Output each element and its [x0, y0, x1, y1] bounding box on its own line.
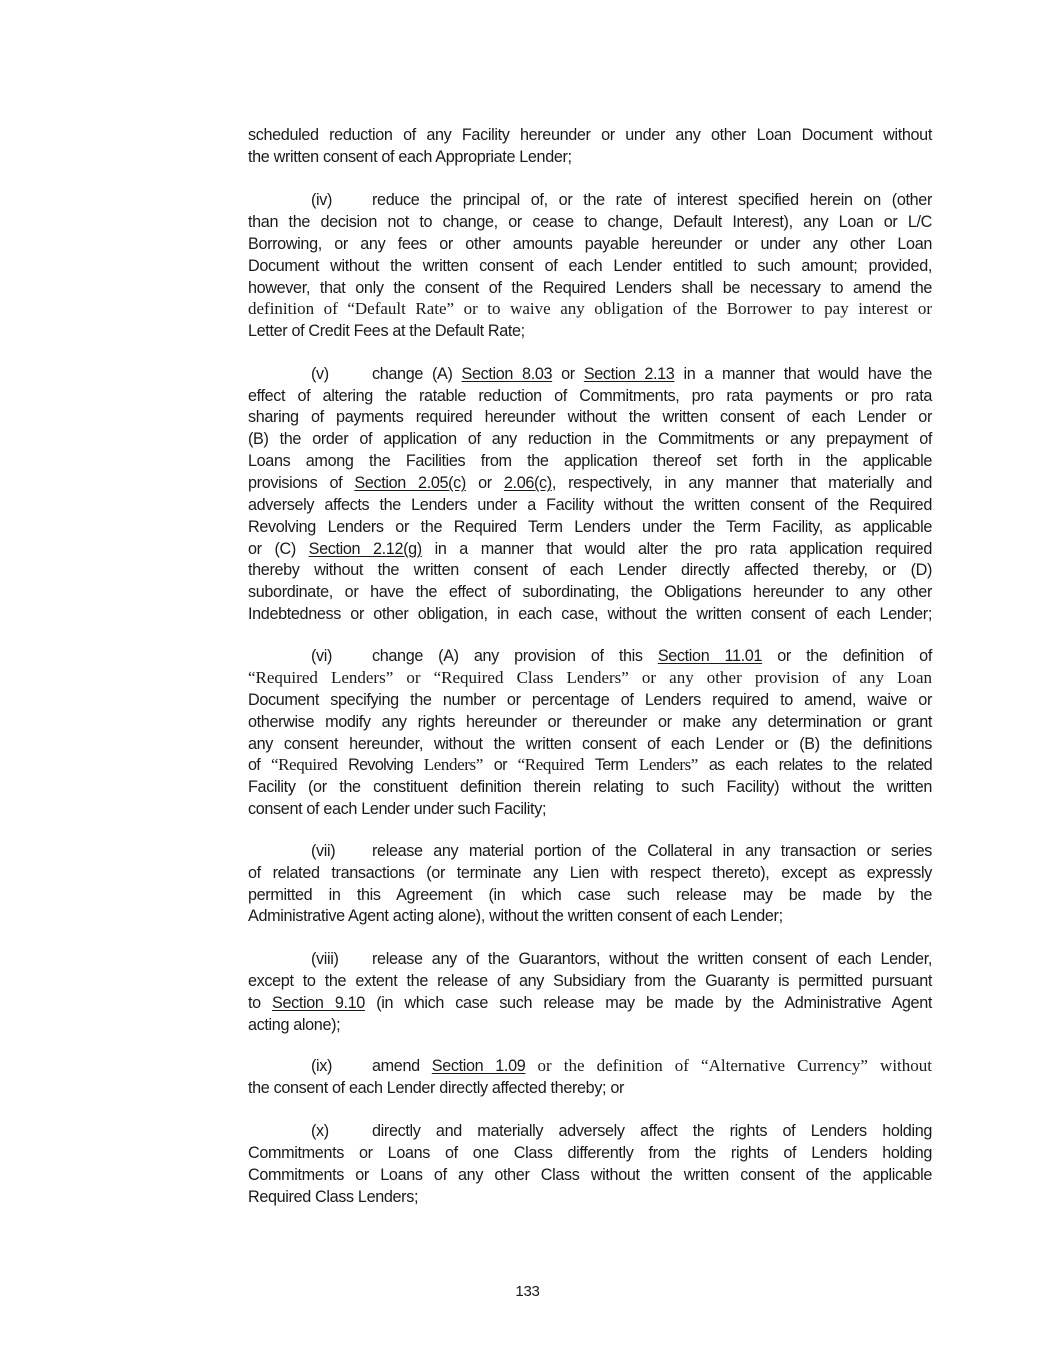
text-line: Document without the written consent of each Lender entitled to such amount; provided,	[248, 257, 932, 275]
text-line: consent of each Lender under such Facility;	[248, 800, 547, 818]
text-line: otherwise modify any rights hereunder or thereunder or make any determination or grant	[248, 713, 932, 731]
clause-text: in a manner that would have the	[674, 365, 933, 383]
text-line: however, that only the consent of the Required Lenders shall be necessary to amend the	[248, 279, 932, 297]
defined-term: Lenders”	[423, 755, 494, 774]
text-line: effect of altering the ratable reduction of Commitments, pro rata payments or pro rata	[248, 387, 932, 405]
clause-text: , respectively, in any manner that materially and	[551, 474, 932, 492]
text-line: sharing of payments required hereunder without the written consent of each Lender or	[248, 408, 932, 426]
clause-text: or the definition of	[762, 647, 932, 665]
text-line: Borrowing, or any fees or other amounts payable hereunder or under any other Loan	[248, 235, 932, 253]
section-link-11-01[interactable]: Section 11.01	[657, 647, 763, 665]
section-link-2-05c[interactable]: Section 2.05(c)	[354, 474, 466, 492]
clause-number: (x)	[311, 1122, 329, 1140]
text-line: thereby without the written consent of each Lender directly affected thereby, or (D)	[248, 561, 932, 579]
text-line: than the decision not to change, or cease to change, Default Interest), any Loan or L/C	[248, 213, 932, 231]
text-line: Required Class Lenders;	[248, 1188, 419, 1206]
clause-text: or	[552, 365, 584, 383]
text-line	[248, 992, 932, 1014]
clause-text: in a manner that would alter the pro rata application required	[421, 540, 932, 558]
text-line: permitted in this Agreement (in which case such release may be made by the	[248, 886, 932, 904]
text-line: Revolving Lenders or the Required Term Lenders under the Term Facility, as applicable	[248, 518, 932, 536]
text-line: acting alone);	[248, 1016, 341, 1034]
section-link-2-06c[interactable]: 2.06(c)	[503, 474, 552, 492]
clause-number: (ix)	[311, 1057, 333, 1075]
clause-number: (v)	[311, 365, 329, 383]
text-line	[248, 754, 932, 776]
text-line: (B) the order of application of any reduction in the Commitments or any prepayment of	[248, 430, 932, 448]
text-line	[248, 538, 932, 560]
clause-text: provisions of	[248, 474, 355, 492]
clause-text: change (A) any provision of this	[372, 647, 658, 665]
section-link-2-12g[interactable]: Section 2.12(g)	[308, 540, 422, 558]
clause-text: or	[465, 474, 504, 492]
text-line: Administrative Agent acting alone), without the written consent of each Lender;	[248, 907, 783, 925]
clause-number: (vii)	[311, 842, 336, 860]
clause-text: of	[248, 756, 271, 774]
clause-text: amend	[372, 1057, 432, 1075]
clause-text: directly and materially adversely affect the rights of Lenders holding	[372, 1122, 932, 1140]
text-line: Indebtedness or other obligation, in each case, without the written consent of each Lender;	[248, 605, 932, 623]
defined-term: “Required	[270, 755, 349, 774]
text-line: “Required Lenders” or “Required Class Lenders” or any other provision of any Loan	[248, 668, 932, 687]
text-line: except to the extent the release of any Subsidiary from the Guaranty is permitted pursuant	[248, 972, 932, 990]
clause-text: (in which case such release may be made by the Administrative Agent	[364, 994, 933, 1012]
text-line	[311, 840, 932, 862]
text-line: scheduled reduction of any Facility hereunder or under any other Loan Document without	[248, 126, 932, 144]
defined-term: Lenders”	[638, 755, 709, 774]
defined-term: Term	[594, 756, 639, 774]
defined-term: “Required	[517, 755, 595, 774]
clause-text: or the definition of “Alternative Currency” without	[525, 1056, 932, 1075]
text-line	[248, 472, 932, 494]
text-line	[311, 1120, 932, 1142]
defined-term: Revolving	[348, 756, 424, 774]
text-line: Loans among the Facilities from the application thereof set forth in the applicable	[248, 452, 932, 470]
section-link-8-03[interactable]: Section 8.03	[461, 365, 553, 383]
text-line: Commitments or Loans of one Class differently from the rights of Lenders holding	[248, 1144, 932, 1162]
text-line	[311, 1055, 932, 1077]
clause-text: release any material portion of the Collateral in any transaction or series	[372, 842, 932, 860]
text-line: definition of “Default Rate” or to waive any obligation of the Borrower to pay interest or	[248, 299, 932, 318]
text-line: Letter of Credit Fees at the Default Rate;	[248, 322, 525, 340]
text-line	[311, 948, 932, 970]
section-link-2-13[interactable]: Section 2.13	[583, 365, 675, 383]
section-link-9-10[interactable]: Section 9.10	[272, 994, 365, 1012]
text-line: subordinate, or have the effect of subordinating, the Obligations hereunder to any other	[248, 583, 932, 601]
text-line: any consent hereunder, without the written consent of each Lender or (B) the definitions	[248, 735, 932, 753]
text-line: Facility (or the constituent definition therein relating to such Facility) without the written	[248, 778, 932, 796]
text-line: Commitments or Loans of any other Class without the written consent of the applicable	[248, 1166, 932, 1184]
text-line: adversely affects the Lenders under a Facility without the written consent of the Required	[248, 496, 932, 514]
text-line	[311, 363, 932, 385]
clause-text: as each relates to the related	[708, 756, 932, 774]
text-line: the written consent of each Appropriate Lender;	[248, 148, 572, 166]
text-line: of related transactions (or terminate any Lien with respect thereto), except as expressly	[248, 864, 932, 882]
text-line	[311, 645, 932, 667]
clause-number: (vi)	[311, 647, 333, 665]
text-line: Document specifying the number or percentage of Lenders required to amend, waive or	[248, 691, 932, 709]
clause-number: (iv)	[311, 191, 333, 209]
clause-text: or (C)	[248, 540, 309, 558]
page-number: 133	[515, 1283, 540, 1300]
text-line: the consent of each Lender directly affected thereby; or	[248, 1079, 625, 1097]
clause-number: (viii)	[311, 950, 339, 968]
clause-text: to	[248, 994, 273, 1012]
clause-text: change (A)	[372, 365, 462, 383]
text-line	[311, 189, 932, 211]
clause-text: reduce the principal of, or the rate of interest specified herein on (other	[372, 191, 932, 209]
section-link-1-09[interactable]: Section 1.09	[431, 1057, 526, 1075]
clause-text: release any of the Guarantors, without the written consent of each Lender,	[372, 950, 932, 968]
clause-text: or	[493, 756, 518, 774]
